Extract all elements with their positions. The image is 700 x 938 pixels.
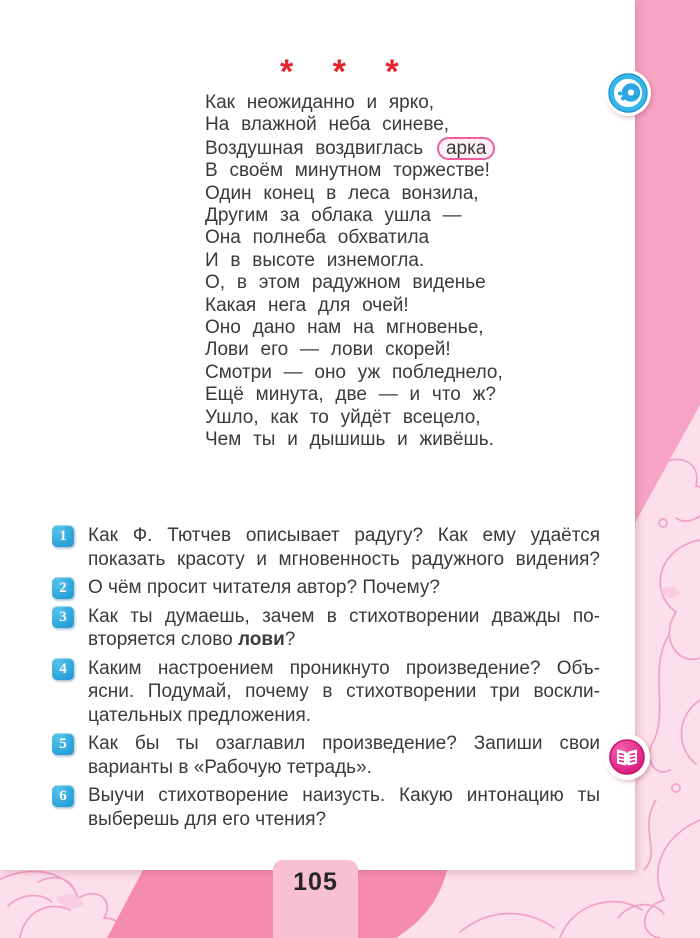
question-number-badge: 5	[52, 733, 74, 755]
question-item	[0, 784, 612, 831]
question-number-badge: 3	[52, 606, 74, 628]
question-text	[88, 524, 600, 571]
audio-disc-icon	[605, 70, 651, 116]
question-item	[0, 576, 612, 600]
question-item	[0, 605, 612, 652]
poem-line-text: Воздушная воздвиглась	[205, 137, 435, 159]
question-text-line: О чём просит читателя автор? Почему?	[88, 577, 440, 598]
page-number: 105	[293, 868, 338, 896]
workbook-icon	[604, 734, 650, 780]
open-book-glyph	[604, 734, 650, 780]
poem-line: Лови его — лови скорей!	[205, 339, 451, 361]
question-text-line: цательных предложения.	[88, 704, 312, 726]
poem-line: О, в этом радужном виденье	[205, 272, 486, 294]
question-number-badge: 4	[52, 658, 74, 680]
poem-line: И в высоте изнемогла.	[205, 249, 425, 271]
question-text	[88, 576, 600, 600]
question-text	[88, 657, 600, 728]
question-text	[88, 605, 600, 652]
question-text-line: Каким настроением проникнуто произведение? Объ-	[88, 657, 600, 679]
question-number-badge: 1	[52, 525, 74, 547]
question-text-line: Как бы ты озаглавил произведение? Запиши свои	[88, 733, 600, 754]
cd-disc-glyph	[605, 70, 651, 116]
question-text-part: вторяется слово	[88, 629, 238, 650]
question-text-line: ясни. Подумай, почему в стихотворении три воскли-	[88, 681, 600, 702]
poem-line: Смотри — оно уж побледнело,	[205, 361, 503, 383]
poem-line: Она полнеба обхватила	[205, 227, 430, 249]
poem-line	[205, 137, 565, 160]
poem-line: Как неожиданно и ярко,	[205, 92, 435, 113]
poem-line: Ушло, как то уйдёт всецело,	[205, 406, 481, 428]
poem-line: Какая нега для очей!	[205, 294, 409, 316]
poem-line: В своём минутном торжестве!	[205, 160, 490, 182]
question-text-part: ?	[284, 629, 296, 650]
question-text	[88, 784, 600, 831]
poem-line: На влажной неба синеве,	[205, 114, 450, 136]
poem-line: Чем ты и дышишь и живёшь.	[205, 429, 494, 451]
poem-text	[205, 92, 565, 452]
question-text-line: Как Ф. Тютчев описывает радугу? Как ему удаётся	[88, 525, 600, 546]
page-number-box	[273, 860, 358, 938]
question-text	[88, 732, 600, 779]
poem-line: Оно дано нам на мгновенье,	[205, 317, 484, 339]
question-item	[0, 657, 612, 728]
questions-list	[0, 524, 612, 836]
question-text-line: варианты в «Рабочую тетрадь».	[88, 756, 372, 778]
highlighted-word: арка	[437, 137, 495, 160]
question-text-line: показать красоту и мгновенность радужного видения?	[88, 548, 600, 570]
poem-line: Другим за облака ушла —	[205, 205, 462, 227]
question-text-line	[88, 628, 600, 652]
question-number-badge: 6	[52, 785, 74, 807]
question-number-badge: 2	[52, 577, 74, 599]
emphasized-word: лови	[237, 629, 285, 650]
section-separator-stars: * * *	[280, 53, 414, 91]
question-item	[0, 732, 612, 779]
question-text-line: Как ты думаешь, зачем в стихотворении дважды по-	[88, 605, 600, 627]
question-text-line: выберешь для его чтения?	[88, 808, 327, 830]
question-item	[0, 524, 612, 571]
poem-line: Ещё минута, две — и что ж?	[205, 384, 496, 406]
question-text-line: Выучи стихотворение наизусть. Какую интонацию ты	[88, 785, 600, 806]
poem-line: Один конец в леса вонзила,	[205, 182, 479, 204]
